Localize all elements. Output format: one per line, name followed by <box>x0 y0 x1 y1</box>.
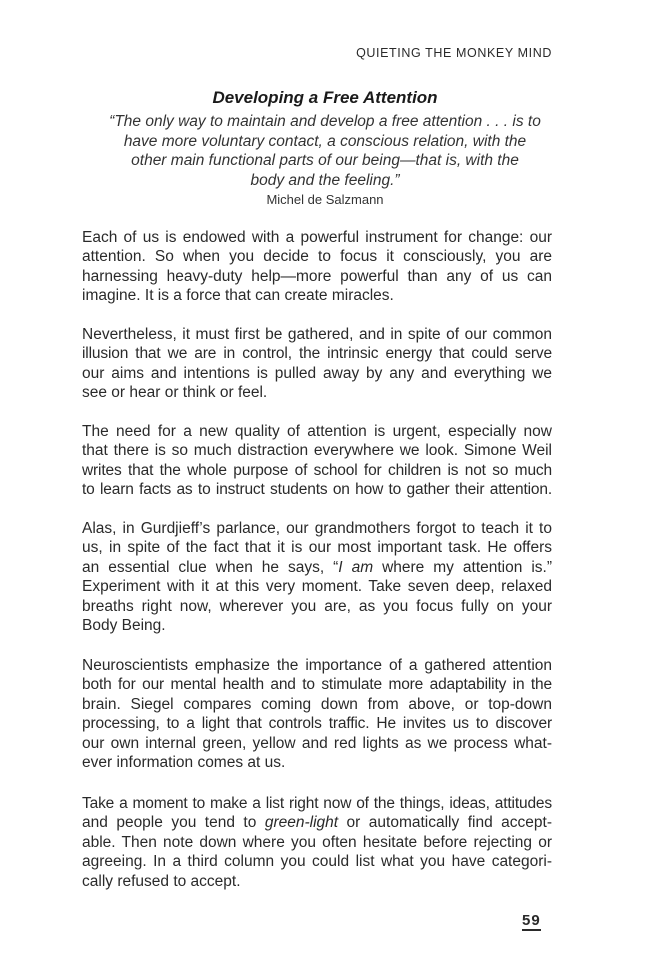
epigraph <box>60 112 590 190</box>
emphasis-text: I am <box>338 558 374 576</box>
text-line <box>82 558 552 577</box>
text-line <box>82 813 552 832</box>
text-line: imagine. It is a force that can create miracles. <box>82 287 394 305</box>
text-line: Take a moment to make a list right now of the things, ideas, attitudes <box>82 795 552 812</box>
page-number: 59 <box>522 912 541 929</box>
text-line: cally refused to accept. <box>82 872 241 890</box>
paragraph-2 <box>82 325 552 403</box>
text-segment: where my attention is.” <box>373 558 552 576</box>
paragraph-6 <box>82 794 552 891</box>
epigraph-line: body and the feeling.” <box>250 171 400 189</box>
text-line: writes that the whole purpose of school for children is not so much <box>82 461 552 479</box>
section-title: Developing a Free Attention <box>212 88 438 107</box>
text-line: brain. Siegel compares coming down from above, or top-down <box>82 695 552 713</box>
text-line: both for our mental health and to stimulate more adaptability in the <box>82 676 552 694</box>
text-line: ever information comes at us. <box>82 754 286 772</box>
text-line: that there is so much distraction everywhere we look. Simone Weil <box>82 442 552 460</box>
paragraph-4 <box>82 519 552 635</box>
text-line: Neuroscientists emphasize the importance of a gathered attention <box>82 657 552 674</box>
paragraph-3 <box>82 422 552 500</box>
text-line: processing, to a light that controls traffic. He invites us to discover <box>82 715 552 733</box>
text-line: to learn facts as to instruct students on how to gather their attention. <box>82 481 552 499</box>
text-line: Body Being. <box>82 617 166 635</box>
text-line: breaths right now, wherever you are, as you focus fully on your <box>82 597 552 615</box>
epigraph-attribution: Michel de Salzmann <box>266 192 384 207</box>
paragraph-1 <box>82 228 552 306</box>
text-line: see or hear or think or feel. <box>82 384 268 402</box>
text-line: our aims and intentions is pulled away by any and everything we <box>82 364 552 382</box>
epigraph-line: “The only way to maintain and develop a free attention . . . is to <box>109 113 541 130</box>
text-line: us, in spite of the fact that it is our most important task. He offers <box>82 539 552 557</box>
emphasis-text: green-light <box>264 814 339 832</box>
running-head: QUIETING THE MONKEY MIND <box>356 46 552 60</box>
paragraph-5 <box>82 656 552 772</box>
text-line: illusion that we are in control, the intrinsic energy that could serve <box>82 345 552 363</box>
epigraph-line: have more voluntary contact, a conscious relation, with the <box>123 132 527 150</box>
text-line: Alas, in Gurdjieff’s parlance, our grandmothers forgot to teach it to <box>82 520 552 537</box>
text-line: harnessing heavy-duty help—more powerful than any of us can <box>82 267 552 285</box>
text-line: Each of us is endowed with a powerful instrument for change: our <box>82 229 552 246</box>
text-segment: or automatically find accept- <box>338 814 552 832</box>
text-line: agreeing. In a third column you could list what you have categori- <box>82 853 552 871</box>
text-line: Nevertheless, it must first be gathered, and in spite of our common <box>82 326 552 343</box>
text-line: attention. So when you decide to focus it consciously, you are <box>82 248 552 266</box>
text-line: Experiment with it at this very moment. Take seven deep, relaxed <box>82 578 552 596</box>
text-line: The need for a new quality of attention is urgent, especially now <box>82 423 552 440</box>
text-segment: and people you tend to <box>82 814 265 832</box>
text-segment: an essential clue when he says, “ <box>82 558 339 576</box>
text-line: able. Then note down where you often hesitate before rejecting or <box>82 833 552 851</box>
text-line: our own internal green, yellow and red lights as we process what- <box>82 734 552 752</box>
epigraph-line: other main functional parts of our being—that is, with the <box>131 152 519 169</box>
